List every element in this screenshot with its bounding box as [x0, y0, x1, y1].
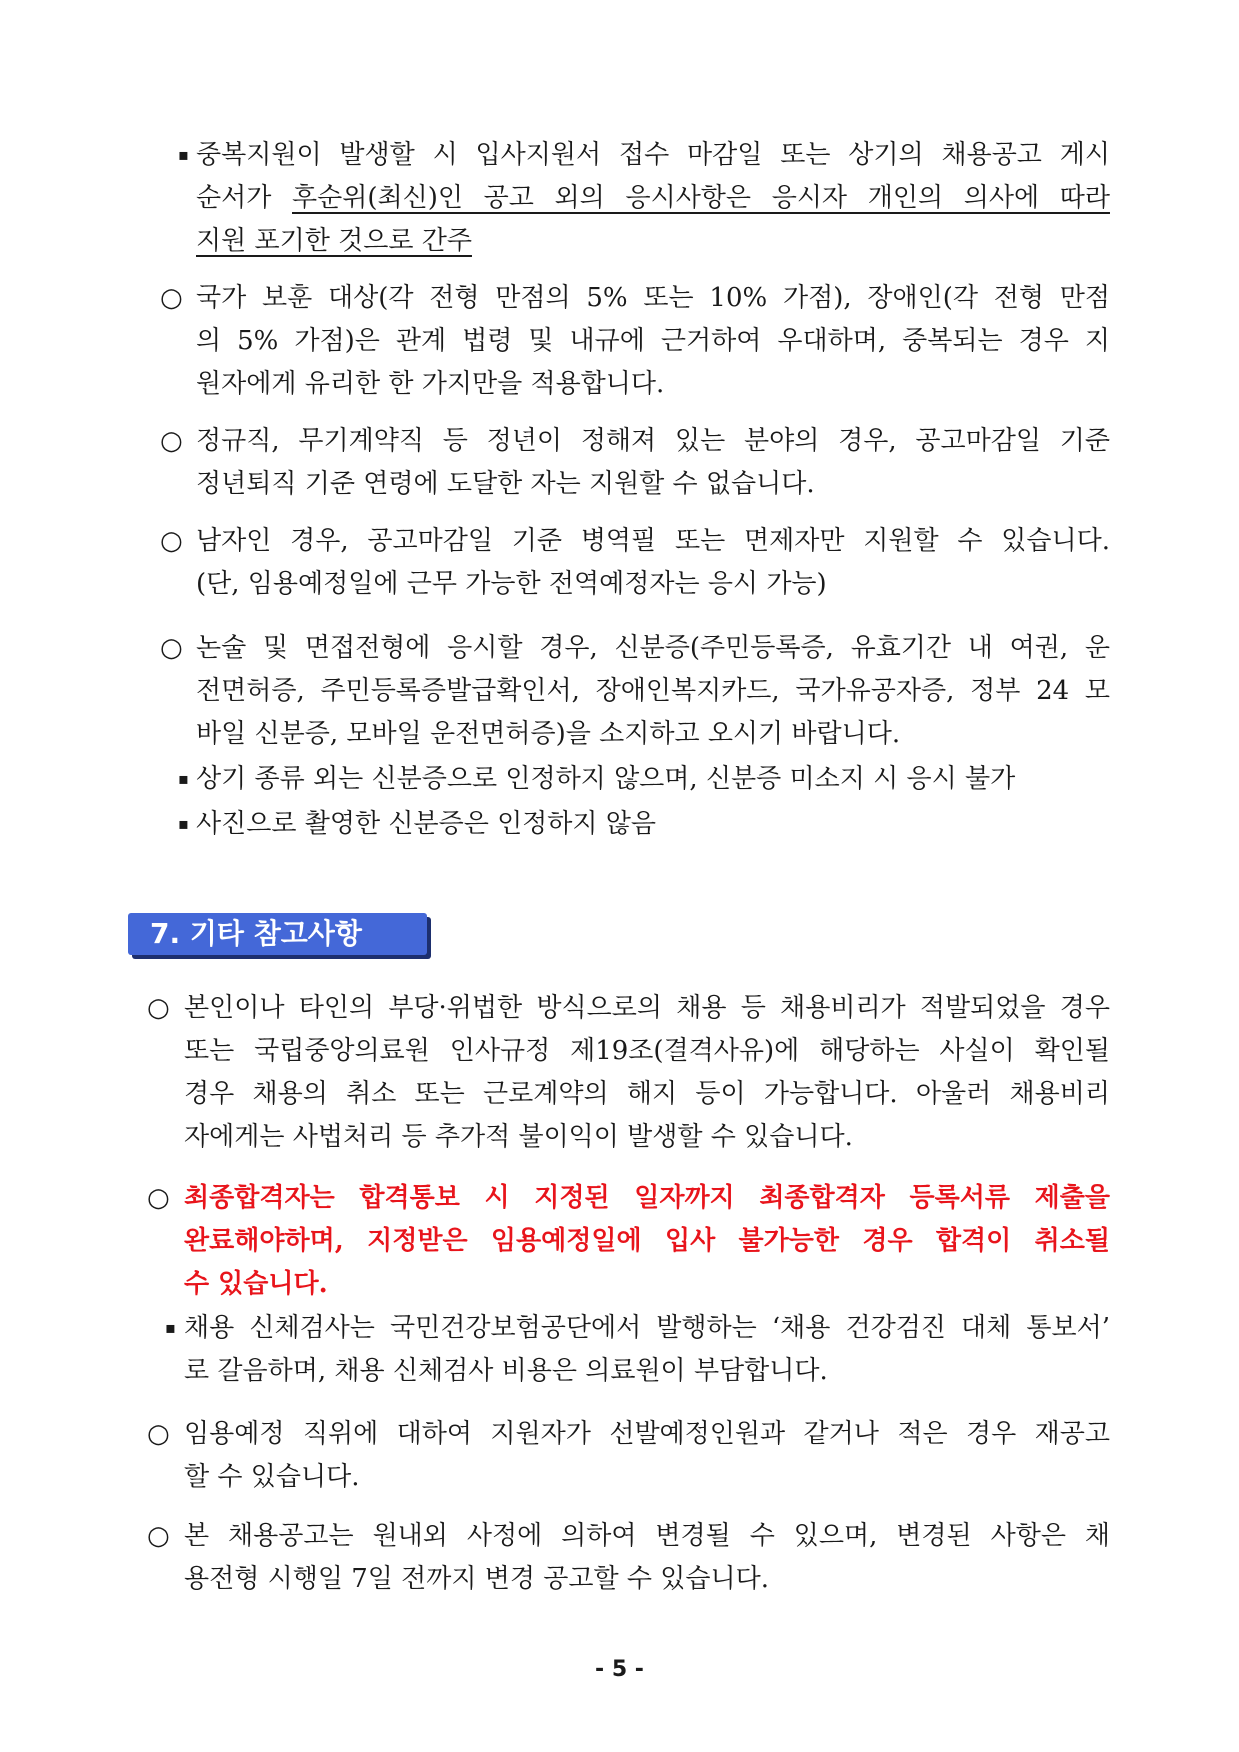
id-card-line-2: 전면허증, 주민등록증발급확인서, 장애인복지카드, 국가유공자증, 정부 24 모: [196, 676, 1110, 706]
duplicate-application-underlined-text: 후순위(최신)인 공고 외의 응시사항은 응시자 개인의 의사에 따라: [292, 183, 1110, 213]
circle-bullet-marker: ○: [160, 526, 183, 556]
fraud-line-4: 자에게는 사법처리 등 추가적 불이익이 발생할 수 있습니다.: [184, 1122, 853, 1152]
circle-bullet-marker: ○: [147, 1419, 170, 1449]
change-notice-line-1: 본 채용공고는 원내외 사정에 의하여 변경될 수 있으며, 변경된 사항은 채: [184, 1521, 1110, 1551]
health-check-line-1: 채용 신체검사는 국민건강보험공단에서 발행하는 ‘채용 건강검진 대체 통보서’: [184, 1313, 1110, 1343]
bullet-square-marker: ▪: [178, 145, 189, 164]
circle-bullet-marker: ○: [147, 1521, 170, 1551]
circle-bullet-marker: ○: [160, 426, 183, 456]
page-number: - 5 -: [595, 1657, 644, 1682]
retirement-age-line-2: 정년퇴직 기준 연령에 도달한 자는 지원할 수 없습니다.: [196, 469, 815, 499]
duplicate-application-line-2-prefix: 순서가: [196, 183, 293, 213]
duplicate-application-line-3: [196, 221, 472, 261]
final-candidate-notice-line-2: 완료해야하며, 지정받은 임용예정일에 입사 불가능한 경우 합격이 취소될: [184, 1226, 1110, 1256]
id-card-line-1: 논술 및 면접전형에 응시할 경우, 신분증(주민등록증, 유효기간 내 여권, 운: [196, 633, 1110, 663]
circle-bullet-marker: ○: [160, 283, 183, 313]
military-service-line-1: 남자인 경우, 공고마감일 기준 병역필 또는 면제자만 지원할 수 있습니다.: [196, 526, 1110, 556]
section-heading-title: 7. 기타 참고사항: [150, 917, 362, 950]
bullet-square-marker: ▪: [178, 769, 189, 788]
health-check-line-2: 로 갈음하며, 채용 신체검사 비용은 의료원이 부담합니다.: [184, 1356, 828, 1386]
bullet-square-marker: ▪: [178, 814, 189, 833]
section-heading: [128, 913, 427, 955]
change-notice-line-2: 용전형 시행일 7일 전까지 변경 공고할 수 있습니다.: [184, 1564, 769, 1594]
veteran-preference-line-1: 국가 보훈 대상(각 전형 만점의 5% 또는 10% 가점), 장애인(각 전형 만점: [196, 283, 1110, 313]
repost-line-2: 할 수 있습니다.: [184, 1462, 360, 1492]
bullet-square-marker: ▪: [165, 1318, 176, 1337]
id-card-sub-note-1: 상기 종류 외는 신분증으로 인정하지 않으며, 신분증 미소지 시 응시 불가: [196, 764, 1016, 794]
fraud-line-1: 본인이나 타인의 부당·위법한 방식으로의 채용 등 채용비리가 적발되었을 경우: [184, 993, 1110, 1023]
duplicate-application-line-2: [196, 178, 1110, 218]
repost-line-1: 임용예정 직위에 대하여 지원자가 선발예정인원과 같거나 적은 경우 재공고: [184, 1419, 1110, 1449]
circle-bullet-marker: ○: [160, 633, 183, 663]
id-card-sub-note-2: 사진으로 촬영한 신분증은 인정하지 않음: [196, 809, 657, 839]
circle-bullet-marker: ○: [147, 1183, 170, 1213]
id-card-line-3: 바일 신분증, 모바일 운전면허증)을 소지하고 오시기 바랍니다.: [196, 719, 901, 749]
final-candidate-notice-line-3: 수 있습니다.: [184, 1269, 328, 1299]
military-service-line-2: (단, 임용예정일에 근무 가능한 전역예정자는 응시 가능): [196, 569, 827, 599]
veteran-preference-line-3: 원자에게 유리한 한 가지만을 적용합니다.: [196, 369, 665, 399]
final-candidate-notice-line-1: 최종합격자는 합격통보 시 지정된 일자까지 최종합격자 등록서류 제출을: [184, 1183, 1110, 1213]
duplicate-application-underlined-end: 지원 포기한 것으로 간주: [196, 226, 472, 256]
retirement-age-line-1: 정규직, 무기계약직 등 정년이 정해져 있는 분야의 경우, 공고마감일 기준: [196, 426, 1110, 456]
fraud-line-3: 경우 채용의 취소 또는 근로계약의 해지 등이 가능합니다. 아울러 채용비리: [184, 1079, 1110, 1109]
fraud-line-2: 또는 국립중앙의료원 인사규정 제19조(결격사유)에 해당하는 사실이 확인될: [184, 1036, 1110, 1066]
circle-bullet-marker: ○: [147, 993, 170, 1023]
duplicate-application-line-1: 중복지원이 발생할 시 입사지원서 접수 마감일 또는 상기의 채용공고 게시: [196, 140, 1110, 170]
veteran-preference-line-2: 의 5% 가점)은 관계 법령 및 내규에 근거하여 우대하며, 중복되는 경우 지: [196, 326, 1110, 356]
